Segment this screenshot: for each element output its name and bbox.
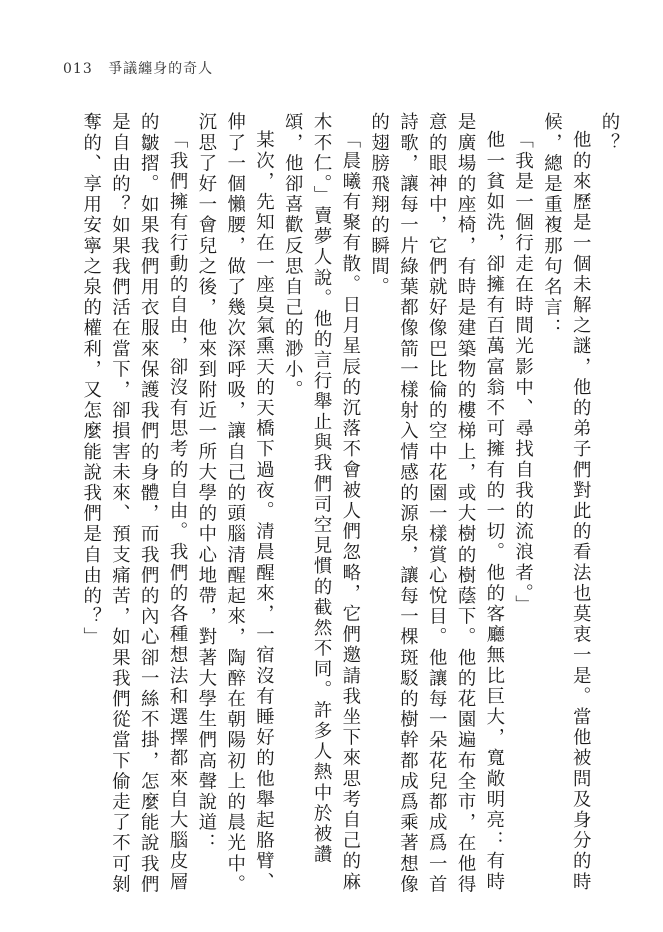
page-header bbox=[63, 58, 213, 78]
paragraph-4: 他一貧如洗，卻擁有百萬富翁不可擁有的一切。他的客廳無比巨大，寬敞明亮：有時是廣場的座椅，有時是建築物的樓梯上，或大樹的樹蔭下。他的花園遍布全市，在他得意的眼神中，它們就好像巴比倫的空中花園一樣賞心悅目。他讓每一朵花兒都成爲一首詩歌，讓每一片綠葉都像箭一樣射入情感的源泉，讓每一棵斑駁的樹幹都成爲乘著想像的翅膀飛翔的瞬間。 bbox=[368, 112, 505, 895]
page-number: 013 bbox=[63, 61, 93, 77]
vertical-text-body bbox=[43, 112, 623, 902]
paragraph-3: 「我是一個行走在時間光影中、尋找自我的流浪者。」 bbox=[512, 130, 534, 616]
paragraph-7: 「我們擁有行動的自由，卻沒有思考的自由。我們的各種想法和選擇都來自大腦皮層的皺摺。如果我們用衣服來保護我們的身體，而我們的內心卻一絲不掛，怎麼能說我們是自由的？如果我們活在當下，卻損害未來、預支痛苦，如果我們從當下偷走了不可剝奪的、享用安寧之泉的權利，又怎麼能說我們是自由的？」 bbox=[80, 112, 189, 895]
paragraph-1: 的？ bbox=[599, 112, 620, 154]
paragraph-6: 某次，先知在一座臭氣熏天的天橋下過夜。清晨醒來，一宿沒有睡好的他舉起胳臂、伸了一個懶腰，做了幾次深呼吸，讓自己的頭腦清醒起來，陶醉在朝陽初上的晨光中。沉思了好一會兒之後，他來到附近一所大學的中心地帶，對著大學生們高聲說道： bbox=[195, 112, 275, 895]
paragraph-5: 「晨曦有聚有散。日月星辰的沉落不會被人們忽略，它們邀請我坐下來思考自己的麻木不仁。」賣夢人說。他的言行舉止與我們司空見慣的截然不同。許多人熱中於被讚頌，他卻喜歡反思自己的渺小。 bbox=[282, 112, 361, 893]
paragraph-2: 他的來歷是一個未解之謎，他的弟子們對此的看法也莫衷一是。當他被問及身分的時候，總是重複那句名言： bbox=[541, 112, 592, 893]
chapter-title: 爭議纏身的奇人 bbox=[108, 61, 214, 77]
